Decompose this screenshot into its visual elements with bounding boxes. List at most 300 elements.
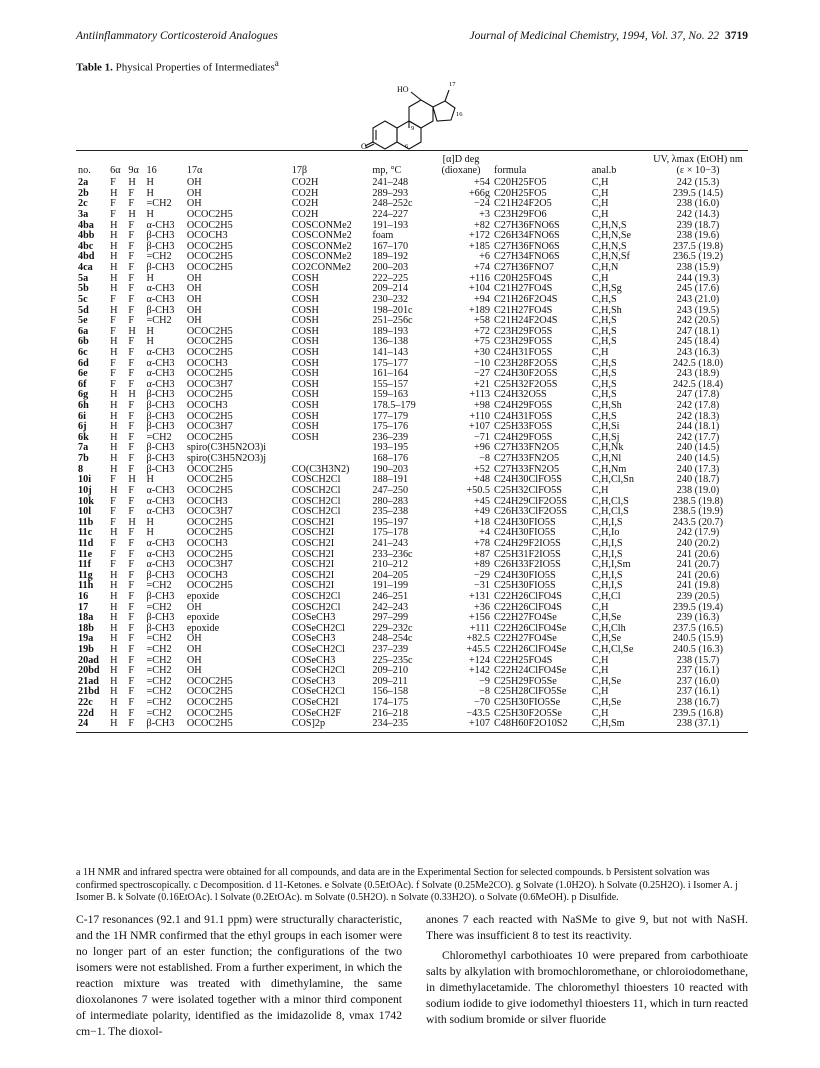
cell-no: 4bc (78, 240, 94, 252)
table-row (76, 709, 748, 720)
cell-uv: 238 (16.0) (676, 198, 720, 210)
cell-9a: H (128, 325, 136, 337)
cell-6a: F (110, 293, 116, 305)
cell-mp: 161–164 (372, 368, 409, 380)
cell-rotation: −70 (474, 697, 490, 709)
cell-17a: OCOC2H5 (186, 325, 233, 337)
cell-rotation: −8 (479, 453, 490, 465)
col-anal: anal.b (590, 151, 648, 179)
cell-mp: 289–293 (372, 187, 409, 199)
cell-17a: OCOC2H5 (186, 675, 233, 687)
cell-9a: F (128, 697, 135, 709)
cell-17b: COSCH2I (291, 580, 335, 592)
cell-16: α-CH3 (146, 378, 175, 390)
table-row (76, 603, 748, 614)
cell-17a: OCOC2H5 (186, 346, 233, 358)
cell-formula: C23H29FO5S (493, 336, 553, 348)
table-row (76, 539, 748, 550)
cell-6a: H (110, 590, 118, 602)
cell-no: 2a (78, 177, 89, 189)
cell-uv: 239.5 (16.8) (672, 707, 724, 719)
cell-6a: H (110, 612, 118, 624)
cell-17a: OCOC2H5 (186, 219, 233, 231)
cell-rotation: +113 (469, 389, 490, 401)
table-row (76, 571, 748, 582)
cell-17b: COSCH2I (291, 527, 335, 539)
col-rotation: [α]D deg (dioxane) (430, 151, 492, 179)
table-row (76, 263, 748, 274)
cell-6a: H (110, 240, 118, 252)
cell-17b: CO2H (291, 177, 319, 189)
cell-formula: C22H27FO4Se (493, 633, 557, 645)
cell-uv: 238 (37.1) (648, 719, 748, 732)
cell-9a: F (128, 580, 135, 592)
cell-17b: CO2H (291, 209, 319, 221)
col-17b: 17β (290, 151, 371, 179)
cell-no: 7a (78, 442, 89, 454)
cell-17b: COSH (291, 293, 319, 305)
cell-mp: 204–205 (372, 569, 409, 581)
cell-anal: C,H,N (591, 262, 619, 274)
cell-uv: 242 (15.3) (676, 177, 720, 189)
cell-mp: 236–239 (372, 431, 409, 443)
cell-mp: foam (372, 230, 394, 242)
cell-17b: COSCH2I (291, 537, 335, 549)
table-row (76, 242, 748, 253)
cell-formula: C25H32F2O5S (493, 378, 558, 390)
cell-formula: C25H30F2O5Se (493, 707, 562, 719)
cell-mp: 167–170 (372, 240, 409, 252)
table-row (76, 210, 748, 221)
cell-rotation: +98 (474, 400, 490, 412)
table-row (76, 698, 748, 709)
cell-16: H (146, 325, 154, 337)
cell-formula: C23H29FO5S (493, 325, 553, 337)
cell-17a: OH (186, 633, 202, 645)
cell-17a: OH (186, 293, 202, 305)
cell-6a: H (110, 463, 118, 475)
cell-anal: C,H,S (591, 293, 617, 305)
table-row (76, 719, 748, 732)
cell-uv: 241 (20.7) (676, 559, 720, 571)
cell-anal: C,H,S (591, 357, 617, 369)
cell-mp: 209–211 (372, 675, 408, 687)
cell-mp: 155–157 (372, 378, 409, 390)
cell-rotation: +94 (474, 293, 490, 305)
cell-formula: C20H25FO4S (493, 272, 553, 284)
cell-uv: 247 (17.8) (676, 389, 720, 401)
cell-no: 2c (78, 198, 88, 210)
cell-6a: H (110, 675, 118, 687)
cell-9a: F (128, 304, 135, 316)
cell-anal: C,H (591, 209, 609, 221)
cell-mp: 200–203 (372, 262, 409, 274)
cell-mp: 177–179 (372, 410, 409, 422)
col-9a: 9α (126, 151, 144, 179)
table-row (76, 359, 748, 370)
cell-anal: C,H,N,Se (591, 230, 632, 242)
page-number: 3719 (725, 30, 748, 42)
col-uv: UV, λmax (EtOH) nm (ε × 10−3) (648, 151, 748, 179)
journal-name: Journal of Medicinal Chemistry, 1994, Vol. 37, No. 22 (469, 30, 719, 42)
cell-uv: 238 (16.7) (676, 697, 720, 709)
table-row (76, 380, 748, 391)
cell-6a: H (110, 707, 118, 719)
cell-9a: F (128, 293, 135, 305)
cell-anal: C,H (591, 272, 609, 284)
cell-9a: F (128, 590, 135, 602)
cell-no: 11b (78, 516, 94, 528)
cell-9a: H (128, 389, 136, 401)
cell-6a: H (110, 453, 118, 465)
cell-16: β-CH3 (146, 463, 175, 475)
cell-mp: 247–250 (372, 484, 409, 496)
cell-formula: C23H28F2O5S (493, 357, 558, 369)
cell-formula: C25H30FIO5Se (493, 697, 561, 709)
cell-formula: C27H36FNO6S (493, 219, 560, 231)
cell-17b: COSeCH2I (291, 697, 339, 709)
cell-6a: H (110, 262, 118, 274)
cell-16: =CH2 (146, 251, 172, 263)
cell-formula: C22H26ClFO4Se (493, 622, 567, 634)
cell-16: α-CH3 (146, 346, 175, 358)
cell-mp: 241–248 (372, 177, 409, 189)
table-row (76, 550, 748, 561)
cell-no: 8 (78, 463, 84, 475)
cell-17b: COSH (291, 400, 319, 412)
cell-17b (290, 443, 371, 454)
cell-uv: 244 (18.1) (676, 421, 720, 433)
cell-formula: C21H27FO4S (493, 283, 553, 295)
cell-17a: OCOC2H5 (186, 410, 233, 422)
cell-uv: 240.5 (15.9) (672, 633, 724, 645)
cell-16: =CH2 (146, 580, 172, 592)
cell-no: 24 (76, 719, 108, 732)
cell-formula: C24H30FIO5S (493, 516, 556, 528)
cell-6a: H (110, 665, 118, 677)
cell-formula: C25H30FIO5S (493, 580, 556, 592)
cell-mp: 190–203 (372, 463, 409, 475)
cell-anal: C,H,Cl,S (591, 506, 629, 518)
cell-anal: C,H,Sm (590, 719, 648, 732)
cell-rotation: −10 (474, 357, 490, 369)
cell-formula: C24H30FIO5S (493, 569, 556, 581)
cell-no: 4bd (78, 251, 95, 263)
table-row (76, 221, 748, 232)
table-row (76, 337, 748, 348)
cell-mp: 189–193 (372, 325, 409, 337)
cell-17a: OCOC2H5 (186, 697, 233, 709)
cell-rotation: +142 (468, 665, 490, 677)
cell-rotation: +96 (474, 442, 490, 454)
cell-anal: C,H (591, 198, 609, 210)
cell-6a: H (110, 622, 118, 634)
cell-17a: epoxide (186, 612, 220, 624)
cell-17b: CO(C3H3N2) (291, 463, 350, 475)
table-row (76, 507, 748, 518)
cell-17a: OCOCH3 (186, 230, 228, 242)
cell-17a: OH (186, 187, 202, 199)
cell-17b: COSCH2Cl (291, 601, 341, 613)
cell-6a: F (110, 315, 116, 327)
cell-9a: F (128, 644, 135, 656)
cell-16: α-CH3 (146, 537, 175, 549)
cell-17b: COSeCH3 (291, 654, 336, 666)
cell-formula: C20H25FO5 (493, 177, 547, 189)
cell-17b: COSH (291, 368, 319, 380)
cell-9a: F (128, 484, 135, 496)
cell-rotation: +18 (474, 516, 490, 528)
cell-uv: 241 (20.6) (676, 569, 720, 581)
cell-mp: 159–163 (372, 389, 409, 401)
cell-17b: COSCONMe2 (291, 219, 352, 231)
cell-mp: 156–158 (372, 686, 409, 698)
cell-rotation: +107 (430, 719, 492, 732)
cell-17b: COSeCH3 (291, 612, 336, 624)
cell-uv: 238.5 (19.8) (672, 495, 724, 507)
cell-16: α-CH3 (146, 484, 175, 496)
cell-rotation: +82.5 (466, 633, 490, 645)
table-row (76, 316, 748, 327)
cell-anal: C,H,Si (591, 421, 620, 433)
cell-17b: CO2H (291, 198, 319, 210)
cell-uv: 240 (18.7) (676, 474, 720, 486)
cell-6a: F (110, 325, 116, 337)
ring-d (433, 101, 455, 121)
cell-9a: F (128, 368, 135, 380)
cell-formula: C24H32O5S (493, 389, 547, 401)
cell-rotation: +82 (474, 219, 490, 231)
cell-17a: OCOCH3 (186, 537, 228, 549)
cell-9a: H (128, 516, 136, 528)
cell-formula: C24H29ClF2O5S (493, 495, 567, 507)
cell-uv: 240 (20.2) (676, 537, 720, 549)
cell-6a: F (110, 537, 116, 549)
cell-formula: C48H60F2O10S2 (492, 719, 590, 732)
cell-formula: C25H29FO5Se (493, 675, 557, 687)
cell-no: 5d (78, 304, 89, 316)
cell-rotation: −43.5 (466, 707, 490, 719)
cell-formula: C22H27FO4Se (493, 612, 557, 624)
cell-17a: OH (186, 644, 202, 656)
cell-17a: OH (186, 315, 202, 327)
table-row (76, 666, 748, 677)
cell-9a: F (128, 569, 135, 581)
cell-mp: 251–256c (372, 315, 413, 327)
cell-6a: H (110, 421, 118, 433)
cell-17a: OCOCH3 (186, 400, 228, 412)
cell-17b: COSH (291, 378, 319, 390)
cell-mp: 241–243 (372, 537, 409, 549)
cell-16: α-CH3 (146, 548, 175, 560)
cell-no: 6d (78, 357, 89, 369)
cell-uv: 236.5 (19.2) (672, 251, 724, 263)
cell-9a: F (128, 357, 135, 369)
cell-uv: 242 (20.5) (676, 315, 720, 327)
cell-17a: OCOC2H5 (186, 548, 233, 560)
cell-mp: 195–197 (372, 516, 409, 528)
cell-17b: COSH (291, 431, 319, 443)
cell-mp: 280–283 (372, 495, 409, 507)
cell-formula: C21H24F2O5 (493, 198, 552, 210)
table-row (76, 687, 748, 698)
cell-9a: F (128, 495, 135, 507)
cell-uv: 242 (18.3) (676, 410, 720, 422)
cell-mp: 233–236c (372, 548, 413, 560)
cell-16: H (146, 527, 154, 539)
cell-17b: COSeCH2Cl (291, 665, 345, 677)
col-16: 16 (145, 151, 185, 179)
cell-17b: CO2H (291, 187, 319, 199)
cell-mp: 191–193 (372, 219, 409, 231)
cell-anal: C,H (591, 665, 609, 677)
cell-6a: F (110, 559, 116, 571)
cell-anal: C,H,I,S (591, 548, 623, 560)
cell-rotation: +110 (469, 410, 490, 422)
cell-6a: F (110, 548, 116, 560)
cell-17b: COSH (291, 325, 319, 337)
cell-anal: C,H,Cl,Sn (591, 474, 634, 486)
cell-16: H (146, 516, 154, 528)
cell-6a: F (110, 209, 116, 221)
table-title: Physical Properties of Intermediates (115, 61, 275, 74)
cell-anal: C,H (591, 686, 609, 698)
cell-no: 5b (78, 283, 89, 295)
cell-6a: H (110, 442, 118, 454)
cell-rotation: −27 (474, 368, 490, 380)
table-row (76, 581, 748, 592)
cell-16: β-CH3 (146, 262, 175, 274)
cell-16: β-CH3 (146, 230, 175, 242)
cell-rotation: +58 (474, 315, 490, 327)
cell-6a: H (110, 346, 118, 358)
cell-17b: COSH (291, 272, 319, 284)
cell-16: β-CH3 (145, 719, 185, 732)
cell-no: 17 (78, 601, 89, 613)
cell-17a: epoxide (186, 622, 220, 634)
cell-rotation: +111 (469, 622, 490, 634)
cell-uv: 245 (18.4) (676, 336, 720, 348)
table-body (76, 178, 748, 732)
cell-17a: OCOC2H5 (186, 240, 233, 252)
cell-16: β-CH3 (146, 569, 175, 581)
cell-anal: C,H,Nm (591, 463, 627, 475)
cell-17a: OCOC3H7 (186, 506, 233, 518)
cell-16: β-CH3 (146, 622, 175, 634)
table-title-note: a (274, 58, 279, 68)
cell-uv: 242.5 (18.0) (672, 357, 724, 369)
table-row (76, 656, 748, 667)
cell-9a: F (128, 283, 135, 295)
body-paragraph: C-17 resonances (92.1 and 91.1 ppm) were structurally characteristic, and the 1H NMR confirmed that the ethyl groups in each isomer were no longer part of an ester function; the configurations of the two isomers were not established. From a further experiment, in which the reaction mixture was treated with dimethylamine, the same dioxolanones 7 were isolated together with a minor third component of intermediate polarity, identified as the imidazolide 8, νmax 1742 cm−1. The dioxol- (76, 913, 402, 1038)
cell-uv: 245 (17.6) (676, 283, 720, 295)
cell-6a: H (108, 719, 126, 732)
cell-rotation: +52 (474, 463, 490, 475)
cell-anal: C,H,S (591, 325, 617, 337)
cell-formula: C27H34FNO6S (493, 251, 560, 263)
cell-rotation: +45 (474, 495, 490, 507)
cell-uv: 243 (21.0) (676, 293, 720, 305)
cell-formula: C22H26ClFO4Se (493, 644, 567, 656)
cell-formula: C24H30ClFO5S (493, 474, 562, 486)
cell-rotation: +54 (474, 177, 490, 189)
cell-17a: OH (186, 272, 202, 284)
cell-16: H (146, 272, 154, 284)
table-row (76, 252, 748, 263)
table-row (76, 401, 748, 412)
cell-no: 11c (78, 527, 93, 539)
cell-16: =CH2 (146, 697, 172, 709)
col-6a: 6α (108, 151, 126, 179)
cell-6a: H (110, 431, 118, 443)
cell-mp: 178.5–179 (372, 400, 416, 412)
cell-anal: C,H (591, 346, 609, 358)
col-no: no. (76, 151, 108, 179)
cell-mp: 198–201c (372, 304, 413, 316)
cell-6a: H (110, 527, 118, 539)
cell-formula: C27H33FN2O5 (493, 453, 560, 465)
cell-uv: 243.5 (20.7) (672, 516, 724, 528)
cell-no: 11d (78, 537, 94, 549)
table-row (76, 369, 748, 380)
cell-9a: F (128, 410, 135, 422)
cell-9a: F (128, 633, 135, 645)
cell-17a: OH (186, 654, 202, 666)
body-column-left (76, 912, 402, 1044)
cell-17b: COSeCH2F (291, 707, 341, 719)
cell-9a: F (128, 442, 135, 454)
cell-rotation: +104 (468, 283, 490, 295)
cell-rotation: +75 (474, 336, 490, 348)
cell-formula: C22H24ClFO4Se (493, 665, 567, 677)
cell-rotation: +124 (468, 654, 490, 666)
cell-rotation: +50.5 (466, 484, 490, 496)
cell-mp: 216–218 (372, 707, 409, 719)
cell-17b: COSCH2Cl (291, 484, 341, 496)
cell-17a: OCOC3H7 (186, 559, 233, 571)
cell-no: 4ca (78, 262, 93, 274)
cell-16: α-CH3 (146, 219, 175, 231)
cell-17b: COSeCH2Cl (291, 622, 345, 634)
cell-uv: 239 (16.3) (676, 612, 720, 624)
cell-9a: F (128, 421, 135, 433)
cell-rotation: −9 (479, 675, 490, 687)
cell-formula: C27H36FNO7 (493, 262, 554, 274)
cell-formula: C25H33FO5S (493, 421, 553, 433)
cell-uv: 238 (19.6) (676, 230, 720, 242)
cell-uv: 238 (15.9) (676, 262, 720, 274)
cell-9a: F (128, 187, 135, 199)
cell-anal: C,H,S (591, 336, 617, 348)
cell-anal: C,H,S (591, 368, 617, 380)
cell-anal: C,H (591, 654, 609, 666)
cell-mp: 175–178 (372, 527, 409, 539)
c6-label: 6 (405, 143, 409, 150)
cell-16: α-CH3 (146, 506, 175, 518)
hydroxyl-bond (411, 92, 421, 100)
cell-9a: F (128, 686, 135, 698)
cell-6a: F (110, 474, 116, 486)
cell-no: 6k (78, 431, 89, 443)
table-row (76, 518, 748, 529)
cell-9a: F (128, 559, 135, 571)
cell-no: 4bb (78, 230, 95, 242)
cell-uv: 238.5 (19.9) (672, 506, 724, 518)
cell-no: 22c (78, 697, 93, 709)
cell-17b: COSCH2Cl (291, 474, 341, 486)
cell-9a: F (128, 431, 135, 443)
cell-6a: H (110, 187, 118, 199)
